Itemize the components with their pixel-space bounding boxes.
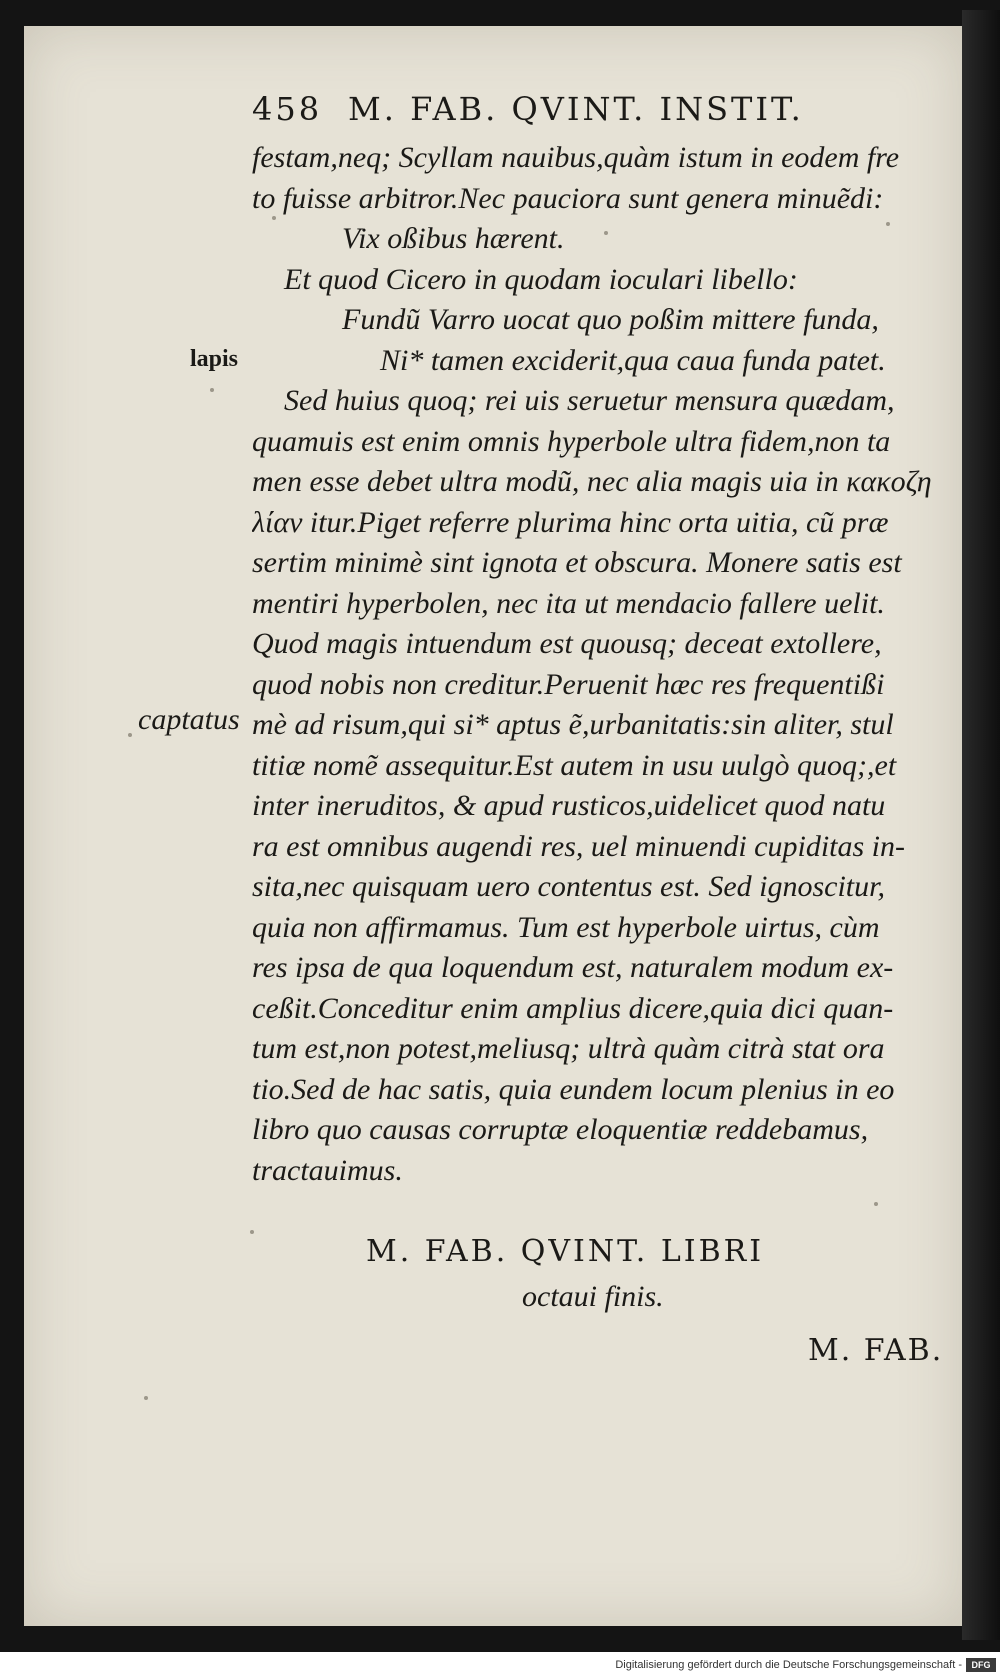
text-line: tractauimus. [252, 1153, 403, 1187]
colophon-title: M. FAB. QVINT. LIBRI [366, 1234, 765, 1269]
text-line-verse: Fundũ Varro uocat quo poßim mittere funda, [342, 303, 879, 336]
running-title: M. FAB. QVINT. INSTIT. [348, 90, 804, 128]
paper-speck [128, 733, 132, 737]
catchword: M. FAB. [808, 1333, 944, 1368]
text-line: sita,nec quisquam uero contentus est. Sed ignoscitur, [252, 870, 885, 903]
footer-bar [0, 1652, 1000, 1679]
text-line: Quod magis intuendum est quousq; deceat extollere, [252, 627, 882, 660]
text-line: Et quod Cicero in quodam ioculari libello: [284, 262, 798, 296]
text-line: quod nobis non creditur.Peruenit hæc res frequentißi [252, 667, 885, 701]
text-line: festam,neq; Scyllam nauibus,quàm istum in eodem fre [252, 141, 900, 174]
paper-speck [210, 388, 214, 392]
paper-speck [144, 1396, 148, 1400]
funding-credit: Digitalisierung gefördert durch die Deutsche Forschungsgemeinschaft - [615, 1659, 962, 1671]
page-number: 458 [252, 90, 323, 128]
text-line: titiæ nomẽ assequitur.Est autem in usu uulgò quoq;,et [252, 748, 897, 782]
text-line: Sed huius quoq; rei uis seruetur mensura quædam, [284, 384, 895, 417]
text-line: tio.Sed de hac satis, quia eundem locum plenius in eo [252, 1072, 895, 1106]
margin-note-lapis: lapis [190, 346, 239, 372]
colophon-subtitle: octaui finis. [522, 1280, 664, 1313]
text-line: ra est omnibus augendi res, uel minuendi cupiditas in- [252, 829, 905, 863]
text-line: tum est,non potest,meliusq; ultrà quàm citrà stat ora [252, 1032, 885, 1065]
paper-speck [874, 1202, 878, 1206]
text-line-quote: Vix oßibus hærent. [342, 222, 565, 255]
text-line: sertim minimè sint ignota et obscura. Monere satis est [252, 546, 902, 579]
text-line: men esse debet ultra modũ, nec alia magis uia in κακοζη [252, 465, 932, 498]
margin-note-captatus: captatus [138, 703, 240, 736]
dfg-logo-icon: DFG [966, 1658, 996, 1672]
text-line: to fuisse arbitror.Nec pauciora sunt genera minuẽdi: [252, 181, 884, 215]
text-line: mè ad risum,qui si* aptus ẽ,urbanitatis:sin aliter, stul [252, 708, 894, 741]
paper-speck [250, 1230, 254, 1234]
running-head [252, 90, 892, 132]
main-text [252, 138, 942, 1191]
text-line: res ipsa de qua loquendum est, naturalem modum ex- [252, 951, 894, 984]
book-edge [962, 10, 1000, 1640]
text-line-verse: Ni* tamen exciderit,qua caua funda patet. [380, 343, 886, 377]
text-line: quamuis est enim omnis hyperbole ultra fidem,non ta [252, 424, 891, 458]
text-line: libro quo causas corruptæ eloquentiæ reddebamus, [252, 1113, 869, 1146]
text-line: inter ineruditos, & apud rusticos,uidelicet quod natu [252, 789, 886, 822]
text-line: quia non affirmamus. Tum est hyperbole uirtus, cùm [252, 910, 880, 944]
text-line: λίαν itur.Piget referre plurima hinc orta uitia, cũ præ [252, 505, 889, 539]
text-line: mentiri hyperbolen, nec ita ut mendacio fallere uelit. [252, 586, 885, 620]
text-line: ceßit.Conceditur enim amplius dicere,quia dici quan- [252, 991, 894, 1025]
